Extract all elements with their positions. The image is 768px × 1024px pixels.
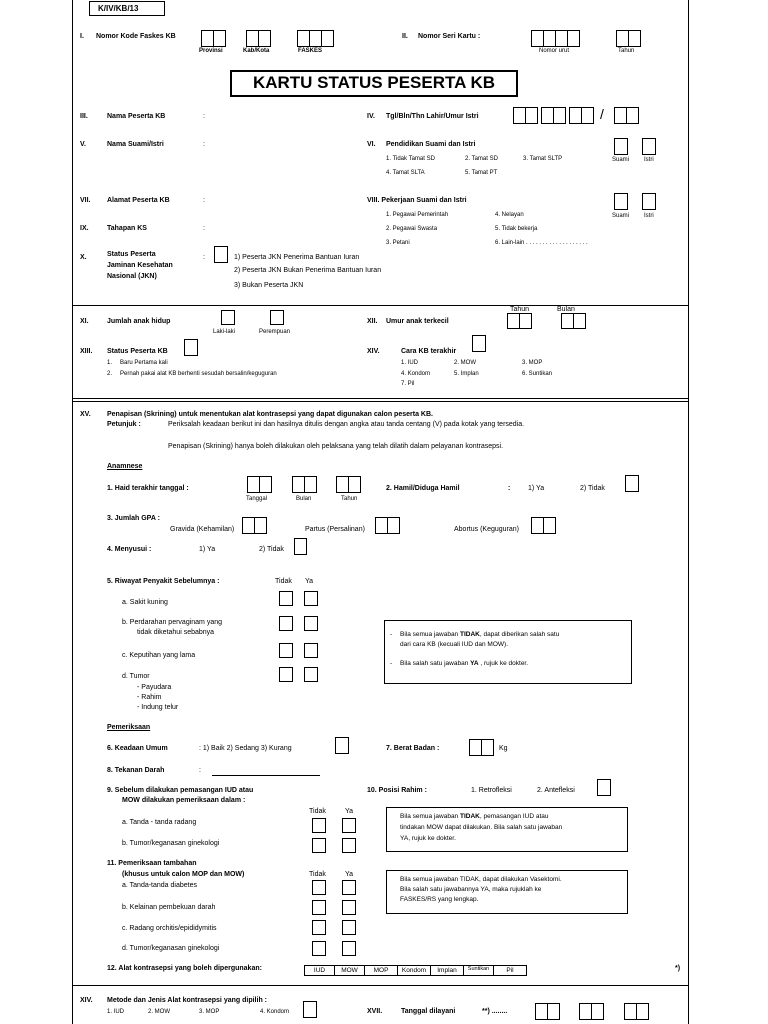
sub-label: Tanggal bbox=[246, 496, 268, 502]
penapisan-label: Penapisan (Skrining) untuk menentukan alat kontrasepsi yang dapat digunakan calon peserta KB. bbox=[107, 411, 433, 418]
note-text bbox=[400, 661, 528, 668]
tanggal-box[interactable] bbox=[591, 1003, 604, 1020]
kode-box[interactable] bbox=[213, 30, 226, 47]
cara-kb-option: 1. IUD bbox=[401, 360, 419, 366]
jkn-status-box[interactable] bbox=[214, 246, 228, 263]
sub-label: Bulan bbox=[296, 496, 312, 502]
pendidikan-option: 4. Tamat SLTA bbox=[386, 170, 425, 176]
dash: - bbox=[390, 660, 393, 667]
laki-label: Laki-laki bbox=[213, 329, 236, 335]
note-text bbox=[400, 632, 559, 639]
status-option: Pernah pakai alat KB berhenti sesudah bersalin/keguguran bbox=[120, 371, 277, 377]
posisi-rahim-box[interactable] bbox=[597, 779, 611, 796]
frame-right bbox=[688, 0, 689, 1024]
alat-kontrasepsi-label: 12. Alat kontrasepsi yang boleh dipergunakan: bbox=[107, 965, 262, 972]
form-code: K/IV/KB/13 bbox=[98, 4, 139, 13]
alamat-label: Alamat Peserta KB bbox=[107, 197, 170, 204]
sub-label: Nomor urut bbox=[539, 48, 570, 54]
kode-box[interactable] bbox=[321, 30, 334, 47]
colon: : bbox=[203, 113, 205, 120]
note-text: YA, rujuk ke dokter. bbox=[400, 835, 456, 842]
colon: : bbox=[203, 197, 205, 204]
menyusui-box[interactable] bbox=[294, 538, 307, 555]
jkn-label: Status Peserta bbox=[107, 251, 156, 258]
note-text: Bila salah satu jawabannya YA, maka rujuklah ke bbox=[400, 886, 542, 893]
seri-box[interactable] bbox=[567, 30, 580, 47]
umur-anak-label: Umur anak terkecil bbox=[386, 318, 449, 325]
nama-peserta-label: Nama Peserta KB bbox=[107, 113, 166, 120]
nama-suami-label: Nama Suami/Istri bbox=[107, 141, 164, 148]
jkn-option: 1) Peserta JKN Penerima Bantuan Iuran bbox=[234, 254, 360, 261]
berat-box[interactable] bbox=[481, 739, 494, 756]
slash: / bbox=[600, 106, 604, 122]
note-text-part: Bila semua jawaban bbox=[400, 813, 460, 820]
alat-mow[interactable]: MOW bbox=[334, 965, 365, 976]
divider bbox=[72, 305, 689, 306]
checkbox-tidak[interactable] bbox=[279, 643, 293, 658]
bulan-label: Bulan bbox=[557, 306, 575, 313]
posisi-option: 1. Retrofleksi bbox=[471, 787, 512, 794]
ya-header: Ya bbox=[305, 578, 314, 585]
checkbox-ya[interactable] bbox=[342, 838, 356, 853]
tumor-sub: - Rahim bbox=[137, 694, 162, 701]
pekerjaan-option: 4. Nelayan bbox=[495, 212, 524, 218]
q11-item: c. Radang orchitis/epididymitis bbox=[122, 925, 217, 932]
q11-item: d. Tumor/keganasan ginekologi bbox=[122, 945, 220, 952]
checkbox-ya[interactable] bbox=[342, 900, 356, 915]
status-peserta-label: Status Peserta KB bbox=[107, 348, 168, 355]
haid-box[interactable] bbox=[304, 476, 317, 493]
jkn-label: Jaminan Kesehatan bbox=[107, 262, 173, 269]
checkbox-tidak[interactable] bbox=[312, 818, 326, 833]
tekanan-darah-label: 8. Tekanan Darah bbox=[107, 767, 165, 774]
alat-kondom[interactable]: Kondom bbox=[397, 965, 431, 976]
colon: : bbox=[203, 225, 205, 232]
tgl-box[interactable] bbox=[525, 107, 538, 124]
tgl-box[interactable] bbox=[581, 107, 594, 124]
pendidikan-option: 5. Tamat PT bbox=[465, 170, 498, 176]
option-number: 2. bbox=[107, 371, 113, 377]
tumor-sub: - Payudara bbox=[137, 684, 172, 691]
riwayat-item: tidak diketahui sebabnya bbox=[137, 629, 215, 636]
section-number: IX. bbox=[80, 225, 89, 232]
faskes-code-label: Nomor Kode Faskes KB bbox=[96, 33, 176, 40]
pekerjaan-option: 1. Pegawai Pemerintah bbox=[386, 212, 449, 218]
section-number: X. bbox=[80, 254, 87, 261]
note-text: dari cara KB (kecuali IUD dan MOW). bbox=[400, 641, 509, 648]
petunjuk-text: Periksalah keadaan berikut ini dan hasilnya ditulis dengan angka atau tanda centang (V) pada kotak yang tersedia. bbox=[168, 421, 525, 428]
footnote-mark: *) bbox=[675, 965, 681, 972]
checkbox-tidak[interactable] bbox=[312, 900, 326, 915]
alat-implan[interactable]: Implan bbox=[430, 965, 464, 976]
gpa-label: 3. Jumlah GPA : bbox=[107, 515, 160, 522]
page-title: KARTU STATUS PESERTA KB bbox=[252, 73, 496, 92]
tekanan-darah-line[interactable] bbox=[212, 775, 320, 776]
ya-header: Ya bbox=[345, 871, 354, 878]
hamil-option: 2) Tidak bbox=[580, 485, 605, 492]
checkbox-ya[interactable] bbox=[304, 616, 318, 631]
q9-item: a. Tanda - tanda radang bbox=[122, 819, 197, 826]
note-text-bold: YA bbox=[470, 660, 479, 667]
partus-box[interactable] bbox=[387, 517, 400, 534]
seri-box[interactable] bbox=[628, 30, 641, 47]
section-number: VII. bbox=[80, 197, 91, 204]
pekerjaan-option: 5. Tidak bekerja bbox=[495, 226, 538, 232]
frame-left bbox=[72, 0, 73, 1024]
cara-kb-option: 7. Pil bbox=[401, 381, 415, 387]
q9-label: 9. Sebelum dilakukan pemasangan IUD atau bbox=[107, 787, 254, 794]
section-number: VIII. bbox=[367, 197, 380, 204]
divider bbox=[72, 985, 689, 986]
istri-label: Istri bbox=[644, 157, 654, 163]
q11-item: a. Tanda-tanda diabetes bbox=[122, 882, 197, 889]
posisi-rahim-label: 10. Posisi Rahim : bbox=[367, 787, 427, 794]
cara-kb-option: 2. MOW bbox=[454, 360, 476, 366]
section-i-number: I. bbox=[80, 33, 84, 40]
keadaan-umum-label: 6. Keadaan Umum bbox=[107, 745, 168, 752]
divider bbox=[72, 401, 689, 402]
checkbox-tidak[interactable] bbox=[312, 941, 326, 956]
note-text-part: Bila salah satu jawaban bbox=[400, 660, 471, 667]
checkbox-ya[interactable] bbox=[304, 667, 318, 682]
metode-option: 2. MOW bbox=[148, 1009, 170, 1015]
cara-kb-label: Cara KB terakhir bbox=[401, 348, 457, 355]
note-text: FASKES/RS yang lengkap. bbox=[400, 896, 479, 903]
anak-perempuan-box[interactable] bbox=[270, 310, 284, 325]
note-text-part: , rujuk ke dokter. bbox=[478, 660, 529, 667]
jkn-option: 2) Peserta JKN Bukan Penerima Bantuan Iuran bbox=[234, 267, 382, 274]
metode-option: 1. IUD bbox=[107, 1009, 125, 1015]
suami-label: Suami bbox=[612, 157, 630, 163]
q11-label: (khusus untuk calon MOP dan MOW) bbox=[122, 871, 245, 878]
q11-label: 11. Pemeriksaan tambahan bbox=[107, 860, 197, 867]
jumlah-anak-label: Jumlah anak hidup bbox=[107, 318, 171, 325]
abortus-box[interactable] bbox=[543, 517, 556, 534]
option-number: 1. bbox=[107, 360, 113, 366]
abortus-label: Abortus (Keguguran) bbox=[454, 526, 519, 533]
checkbox-ya[interactable] bbox=[342, 941, 356, 956]
tidak-header: Tidak bbox=[309, 871, 326, 878]
cara-kb-option: 3. MOP bbox=[522, 360, 543, 366]
checkbox-tidak[interactable] bbox=[279, 667, 293, 682]
haid-box[interactable] bbox=[348, 476, 361, 493]
partus-label: Partus (Persalinan) bbox=[305, 526, 365, 533]
tgl-box[interactable] bbox=[553, 107, 566, 124]
section-number: XIV. bbox=[80, 997, 93, 1004]
colon: : bbox=[203, 141, 205, 148]
divider bbox=[72, 398, 689, 399]
gravida-box[interactable] bbox=[254, 517, 267, 534]
berat-badan-label: 7. Berat Badan : bbox=[386, 745, 440, 752]
section-number: XV. bbox=[80, 411, 91, 418]
pekerjaan-label bbox=[367, 197, 467, 204]
checkbox-tidak[interactable] bbox=[312, 838, 326, 853]
umur-anak-box[interactable] bbox=[573, 313, 586, 329]
pendidikan-suami-box[interactable] bbox=[614, 138, 628, 155]
metode-option: 4. Kondom bbox=[260, 1009, 290, 1015]
checkbox-ya[interactable] bbox=[342, 920, 356, 935]
section-number: IV. bbox=[367, 113, 375, 120]
menyusui-label: 4. Menyusui : bbox=[107, 546, 152, 553]
note-text: tindakan MOW dapat dilakukan. Bila salah satu jawaban bbox=[400, 824, 563, 831]
section-number: XI. bbox=[80, 318, 89, 325]
section-number: XII. bbox=[367, 318, 378, 325]
alat-pil[interactable]: Pil bbox=[493, 965, 527, 976]
perempuan-label: Perempuan bbox=[259, 329, 291, 335]
note-text: Bila semua jawaban TIDAK, dapat dilakukan Vasektomi. bbox=[400, 876, 562, 883]
tanggal-dilayani-label: Tanggal dilayani bbox=[401, 1008, 456, 1015]
pekerjaan-option: 2. Pegawai Swasta bbox=[386, 226, 438, 232]
sub-label: Provinsi bbox=[199, 48, 223, 54]
section-number: XVII. bbox=[367, 1008, 383, 1015]
keadaan-umum-box[interactable] bbox=[335, 737, 349, 754]
metode-label: Metode dan Jenis Alat kontrasepsi yang dipilih : bbox=[107, 997, 267, 1004]
note-text-bold: TIDAK bbox=[459, 631, 480, 638]
petunjuk-label: Petunjuk : bbox=[107, 421, 141, 428]
hamil-option: 1) Ya bbox=[528, 485, 545, 492]
tahun-label: Tahun bbox=[510, 306, 530, 313]
pendidikan-option: 1. Tidak Tamat SD bbox=[386, 156, 435, 162]
istri-label: Istri bbox=[644, 213, 654, 219]
alat-suntikan[interactable]: Suntikan bbox=[463, 965, 494, 976]
q9-item: b. Tumor/keganasan ginekologi bbox=[122, 840, 220, 847]
section-number: VI. bbox=[367, 141, 376, 148]
checkbox-tidak[interactable] bbox=[312, 880, 326, 895]
tanggal-dilayani-suffix: **) ........ bbox=[482, 1008, 508, 1015]
section-number: V. bbox=[80, 141, 86, 148]
dash: - bbox=[390, 631, 393, 638]
alat-mop[interactable]: MOP bbox=[364, 965, 398, 976]
ya-header: Ya bbox=[345, 808, 354, 815]
cara-kb-option: 5. Implan bbox=[454, 371, 479, 377]
note-text-bold: TIDAK bbox=[459, 813, 480, 820]
menyusui-option: 1) Ya bbox=[199, 546, 216, 553]
kg-label: Kg bbox=[499, 745, 508, 752]
anak-laki-box[interactable] bbox=[221, 310, 235, 325]
checkbox-tidak[interactable] bbox=[279, 616, 293, 631]
cara-kb-option: 4. Kondom bbox=[401, 371, 431, 377]
sub-label: Tahun bbox=[341, 496, 358, 502]
riwayat-label: 5. Riwayat Penyakit Sebelumnya : bbox=[107, 578, 220, 585]
note-box-1 bbox=[384, 620, 632, 684]
haid-box[interactable] bbox=[259, 476, 272, 493]
hamil-box[interactable] bbox=[625, 475, 639, 492]
tidak-header: Tidak bbox=[275, 578, 292, 585]
umur-box[interactable] bbox=[626, 107, 639, 124]
section-number: III. bbox=[80, 113, 88, 120]
pekerjaan-istri-box[interactable] bbox=[642, 193, 656, 210]
colon: : bbox=[199, 767, 201, 774]
pendidikan-option: 2. Tamat SD bbox=[465, 156, 498, 162]
cara-kb-option: 6. Suntikan bbox=[522, 371, 553, 377]
checkbox-ya[interactable] bbox=[304, 591, 318, 606]
keadaan-umum-options: : 1) Baik 2) Sedang 3) Kurang bbox=[199, 745, 292, 752]
note-text-part: Bila semua jawaban bbox=[400, 631, 460, 638]
umur-anak-box[interactable] bbox=[519, 313, 532, 329]
pemeriksaan-heading: Pemeriksaan bbox=[107, 724, 151, 731]
section-ii-number: II. bbox=[402, 33, 408, 40]
tanggal-box[interactable] bbox=[636, 1003, 649, 1020]
pendidikan-label: Pendidikan Suami dan Istri bbox=[386, 141, 476, 148]
tahapan-ks-label: Tahapan KS bbox=[107, 225, 147, 232]
seri-kartu-label: Nomor Seri Kartu : bbox=[418, 33, 481, 40]
checkbox-ya[interactable] bbox=[342, 818, 356, 833]
status-peserta-box[interactable] bbox=[184, 339, 198, 356]
pekerjaan-text: Pekerjaan Suami dan Istri bbox=[381, 197, 467, 204]
metode-option: 3. MOP bbox=[199, 1009, 220, 1015]
tgl-lahir-label: Tgl/Bln/Thn Lahir/Umur Istri bbox=[386, 113, 479, 120]
pendidikan-option: 3. Tamat SLTP bbox=[523, 156, 563, 162]
colon: : bbox=[508, 485, 511, 492]
tanggal-box[interactable] bbox=[547, 1003, 560, 1020]
colon: : bbox=[203, 254, 205, 261]
pekerjaan-suami-box[interactable] bbox=[614, 193, 628, 210]
riwayat-item: a. Sakit kuning bbox=[122, 599, 168, 606]
jkn-option: 3) Bukan Peserta JKN bbox=[234, 282, 304, 289]
cara-kb-box[interactable] bbox=[472, 335, 486, 352]
jkn-label: Nasional (JKN) bbox=[107, 273, 157, 280]
menyusui-option: 2) Tidak bbox=[259, 546, 284, 553]
status-option: Baru Pertama kali bbox=[120, 360, 168, 366]
note-text-part: , dapat diberikan salah satu bbox=[479, 631, 560, 638]
section-number: XIV. bbox=[367, 348, 380, 355]
q11-item: b. Kelainan pembekuan darah bbox=[122, 904, 216, 911]
checkbox-ya[interactable] bbox=[304, 643, 318, 658]
anamnese-heading: Anamnese bbox=[107, 463, 143, 470]
tumor-sub: - Indung telur bbox=[137, 704, 179, 711]
note-text bbox=[400, 814, 549, 821]
pekerjaan-option: 6. Lain-lain . . . . . . . . . . . . . . . . . . . bbox=[495, 240, 588, 246]
q9-label: MOW dilakukan pemeriksaan dalam : bbox=[122, 797, 246, 804]
sub-label: Tahun bbox=[618, 48, 635, 54]
riwayat-item: b. Perdarahan pervaginam yang bbox=[122, 619, 223, 626]
haid-label: 1. Haid terakhir tanggal : bbox=[107, 485, 189, 492]
metode-box[interactable] bbox=[303, 1001, 317, 1018]
riwayat-item: c. Keputihan yang lama bbox=[122, 652, 196, 659]
checkbox-tidak[interactable] bbox=[279, 591, 293, 606]
hamil-label: 2. Hamil/Diduga Hamil bbox=[386, 485, 460, 492]
kode-box[interactable] bbox=[258, 30, 271, 47]
sub-label: Kab/Kota bbox=[243, 48, 270, 54]
note-text-part: , pemasangan IUD atau bbox=[479, 813, 549, 820]
checkbox-tidak[interactable] bbox=[312, 920, 326, 935]
alat-iud[interactable]: IUD bbox=[304, 965, 335, 976]
sub-label: FASKES bbox=[298, 48, 323, 54]
pendidikan-istri-box[interactable] bbox=[642, 138, 656, 155]
posisi-option: 2. Antefleksi bbox=[537, 787, 575, 794]
tidak-header: Tidak bbox=[309, 808, 326, 815]
section-number: XIII. bbox=[80, 348, 93, 355]
penapisan-note: Penapisan (Skrining) hanya boleh dilakukan oleh pelaksana yang telah dilatih dalam pelayanan kontrasepsi. bbox=[168, 443, 504, 450]
gravida-label: Gravida (Kehamilan) bbox=[170, 526, 235, 533]
riwayat-item: d. Tumor bbox=[122, 673, 150, 680]
suami-label: Suami bbox=[612, 213, 630, 219]
pekerjaan-option: 3. Petani bbox=[386, 240, 410, 246]
checkbox-ya[interactable] bbox=[342, 880, 356, 895]
